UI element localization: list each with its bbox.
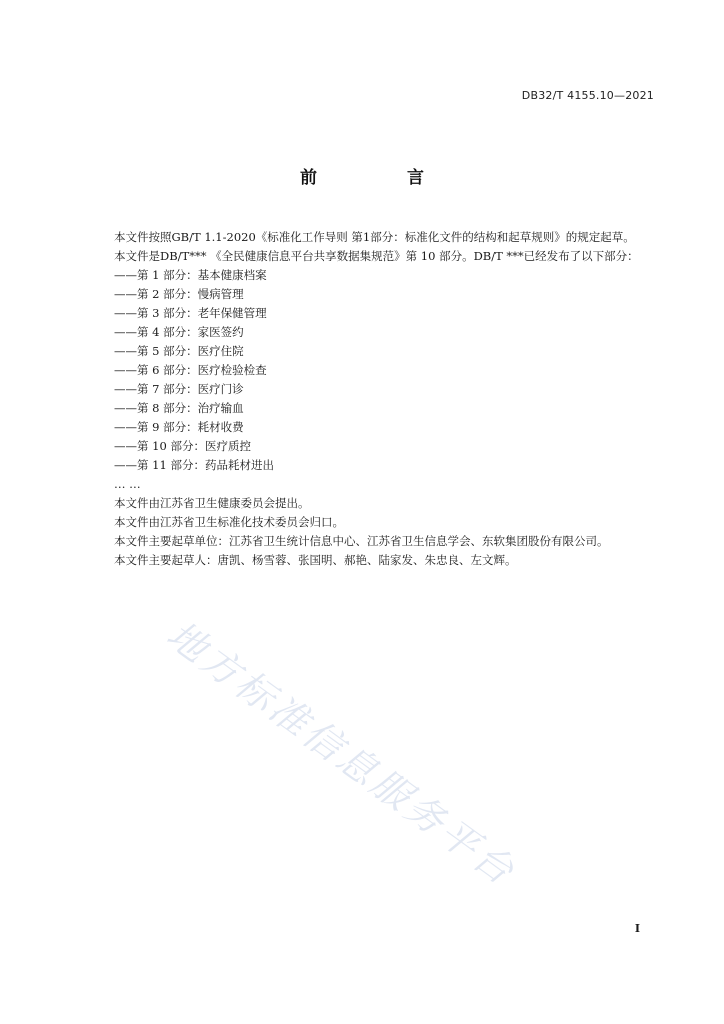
list-item: ——第 2 部分：慢病管理 [114,287,244,301]
list-item: ——第 6 部分：医疗检验检查 [114,363,267,377]
page-number: I [634,922,640,935]
list-item: ——第 3 部分：老年保健管理 [114,306,267,320]
standard-code: DB32/T 4155.10—2021 [521,89,654,102]
page-title: 前 言 [300,168,466,188]
list-item: ——第 9 部分：耗材收费 [114,420,244,434]
paragraph-drafting-basis: 本文件按照GB/T 1.1-2020《标准化工作导则 第1部分：标准化文件的结构和起草规则》的规定起草。 [114,230,635,244]
watermark: 地方标准信息服务平台 [158,612,525,895]
list-item: ——第 7 部分：医疗门诊 [114,382,244,396]
list-item: ——第 1 部分：基本健康档案 [114,268,267,282]
list-item: ——第 8 部分：治疗输血 [114,401,244,415]
list-item: ——第 4 部分：家医签约 [114,325,244,339]
list-ellipsis: … … [114,477,141,491]
foreword-body [91,228,657,570]
paragraph-managed-by: 本文件由江苏省卫生标准化技术委员会归口。 [114,515,344,529]
list-item: ——第 10 部分：医疗质控 [114,439,251,453]
list-item: ——第 5 部分：医疗住院 [114,344,244,358]
paragraph-drafting-units: 本文件主要起草单位：江苏省卫生统计信息中心、江苏省卫生信息学会、东软集团股份有限公司。 [114,534,609,548]
paragraph-proposed-by: 本文件由江苏省卫生健康委员会提出。 [114,496,310,510]
parts-list [91,266,657,475]
list-item: ——第 11 部分：药品耗材进出 [114,458,274,472]
paragraph-series-info: 本文件是DB/T*** 《全民健康信息平台共享数据集规范》第 10 部分。DB/T ***已经发布了以下部分： [114,249,639,263]
paragraph-drafters: 本文件主要起草人：唐凯、杨雪蓉、张国明、郝艳、陆家发、朱忠良、左文辉。 [114,553,517,567]
